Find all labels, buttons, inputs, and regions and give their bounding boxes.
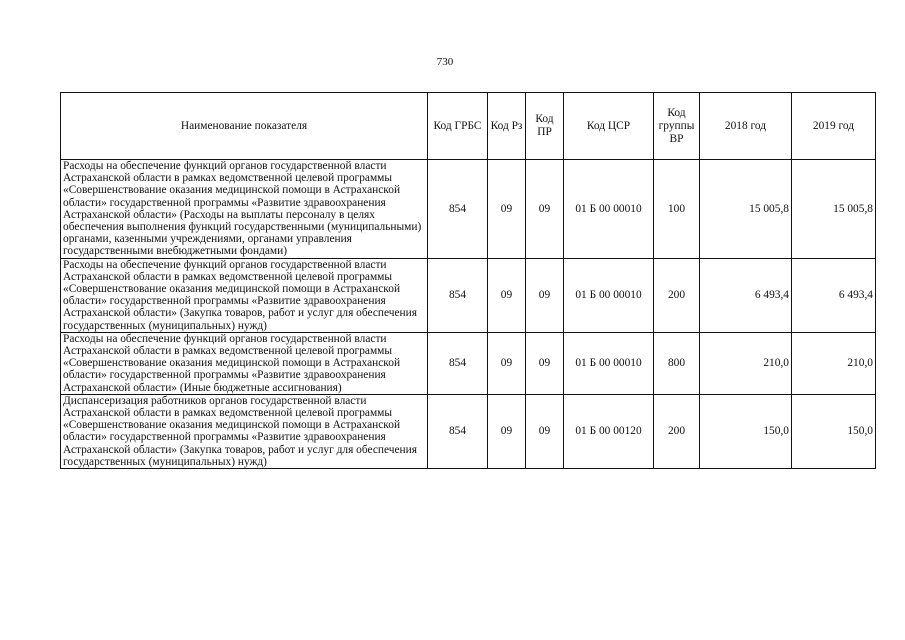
row-rz: 09 (488, 332, 526, 394)
row-name: Расходы на обеспечение функций органов государственной власти Астраханской области в рамках ведомственной целевой программы «Совершенствование оказания медицинской помощи в Астраханской области» государственной программы «Развитие здравоохранения Астраханской области» (Закупка товаров, работ и услуг для обеспечения государственных (муниципальных) нужд) (61, 258, 428, 332)
row-grbs: 854 (428, 332, 488, 394)
header-2018: 2018 год (700, 93, 792, 160)
row-vr: 200 (654, 394, 700, 468)
row-csr: 01 Б 00 00120 (564, 394, 654, 468)
table-header-row (61, 93, 876, 160)
row-2018: 210,0 (700, 332, 792, 394)
row-vr: 200 (654, 258, 700, 332)
row-pr: 09 (526, 394, 564, 468)
header-csr: Код ЦСР (564, 93, 654, 160)
row-2018: 6 493,4 (700, 258, 792, 332)
header-name: Наименование показателя (61, 93, 428, 160)
row-grbs: 854 (428, 160, 488, 259)
row-2018: 150,0 (700, 394, 792, 468)
row-csr: 01 Б 00 00010 (564, 160, 654, 259)
table-row (61, 160, 876, 259)
row-name: Расходы на обеспечение функций органов государственной власти Астраханской области в рамках ведомственной целевой программы «Совершенствование оказания медицинской помощи в Астраханской области» государственной программы «Развитие здравоохранения Астраханской области» (Расходы на выплаты персоналу в целях обеспечения выполнения функций государственными (муниципальными) органами, казенными учреждениями, органами управления государственными внебюджетными фондами) (61, 160, 428, 259)
row-2019: 210,0 (792, 332, 876, 394)
header-pr: Код ПР (526, 93, 564, 160)
header-vr: Код группы ВР (654, 93, 700, 160)
row-rz: 09 (488, 160, 526, 259)
row-csr: 01 Б 00 00010 (564, 258, 654, 332)
header-2019: 2019 год (792, 93, 876, 160)
row-name: Расходы на обеспечение функций органов государственной власти Астраханской области в рамках ведомственной целевой программы «Совершенствование оказания медицинской помощи в Астраханской области» государственной программы «Развитие здравоохранения Астраханской области» (Иные бюджетные ассигнования) (61, 332, 428, 394)
row-pr: 09 (526, 258, 564, 332)
row-2019: 15 005,8 (792, 160, 876, 259)
row-2019: 6 493,4 (792, 258, 876, 332)
row-pr: 09 (526, 160, 564, 259)
row-rz: 09 (488, 394, 526, 468)
header-grbs: Код ГРБС (428, 93, 488, 160)
row-pr: 09 (526, 332, 564, 394)
row-csr: 01 Б 00 00010 (564, 332, 654, 394)
row-grbs: 854 (428, 258, 488, 332)
page-number: 730 (436, 56, 454, 68)
row-name: Диспансеризация работников органов государственной власти Астраханской области в рамках ведомственной целевой программы «Совершенствование оказания медицинской помощи в Астраханской области» государственной программы «Развитие здравоохранения Астраханской области» (Закупка товаров, работ и услуг для обеспечения государственных (муниципальных) нужд) (61, 394, 428, 468)
row-2019: 150,0 (792, 394, 876, 468)
row-2018: 15 005,8 (700, 160, 792, 259)
budget-table (60, 92, 876, 469)
table-row (61, 394, 876, 468)
table-row (61, 258, 876, 332)
table-row (61, 332, 876, 394)
row-vr: 100 (654, 160, 700, 259)
row-vr: 800 (654, 332, 700, 394)
header-rz: Код Рз (488, 93, 526, 160)
row-rz: 09 (488, 258, 526, 332)
row-grbs: 854 (428, 394, 488, 468)
